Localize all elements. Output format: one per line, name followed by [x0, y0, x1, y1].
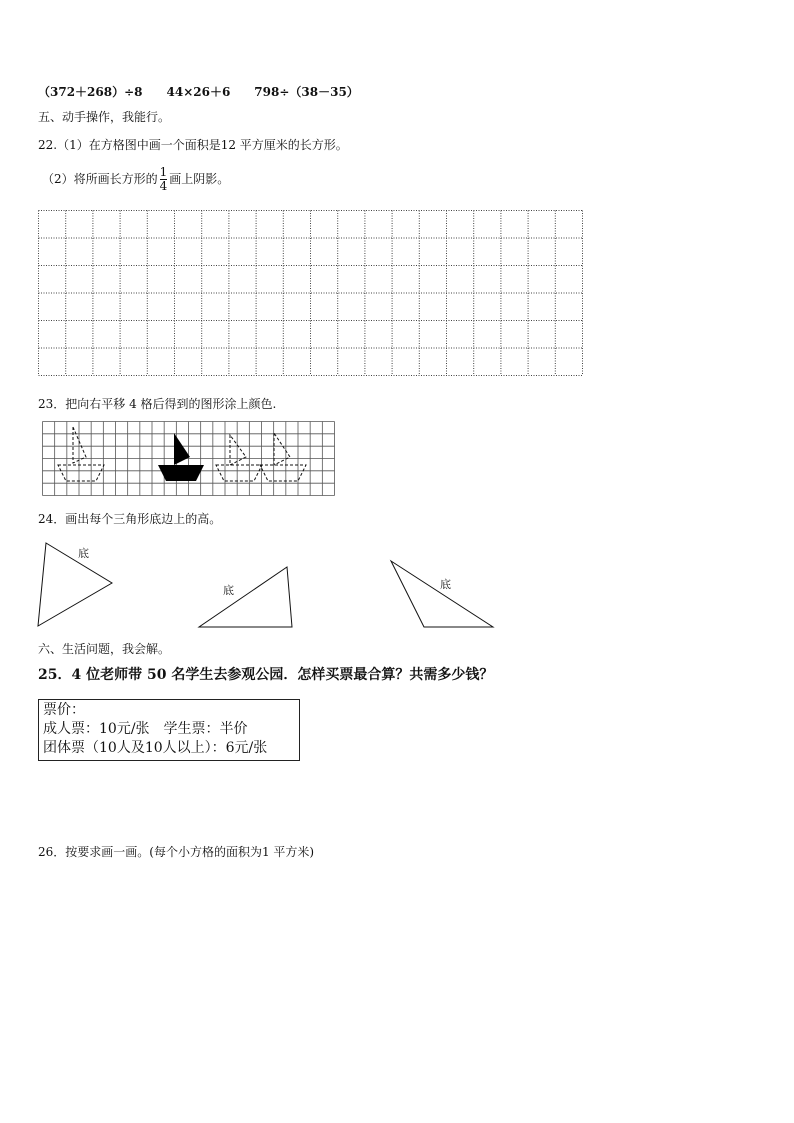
price-box-title: 票价： — [43, 702, 85, 718]
fraction-one-quarter — [160, 166, 168, 193]
question-26: 26．按要求画一画。(每个小方格的面积为1 平方米) — [38, 845, 315, 859]
triangle-3 — [391, 561, 493, 627]
question-23: 23．把向右平移 4 格后得到的图形涂上颜色. — [38, 397, 277, 411]
question-22-part2 — [42, 164, 229, 194]
triangle-2-base-label: 底 — [223, 584, 234, 597]
dashed-boat-right-sail — [274, 433, 290, 465]
black-boat — [158, 433, 204, 481]
dashed-boat-middle — [216, 435, 262, 481]
translation-grid-23 — [42, 421, 337, 497]
black-boat-hull — [158, 465, 204, 481]
question-22-part2-suffix: 画上阴影。 — [169, 172, 230, 186]
square-grid-22 — [38, 210, 583, 376]
dashed-boat-left — [58, 427, 104, 481]
dashed-boat-left-hull — [58, 465, 104, 481]
dashed-boat-right — [260, 433, 306, 481]
grid-23-lines — [43, 422, 335, 496]
price-box-group: 团体票（10人及10人以上）：6元/张 — [43, 740, 268, 756]
dashed-boat-middle-sail — [230, 435, 246, 465]
question-25: 25．4 位老师带 50 名学生去参观公园．怎样买票最合算？共需多少钱？ — [38, 667, 494, 683]
fraction-numerator: 1 — [159, 165, 168, 179]
dashed-boat-left-sail — [73, 427, 86, 463]
dashed-boat-middle-hull — [216, 465, 262, 481]
fraction-denominator: 4 — [159, 179, 168, 193]
triangles-24 — [0, 535, 794, 655]
calc-expressions: （372＋268）÷8 44×26＋6 798÷（38－35） — [38, 85, 359, 99]
triangle-3-base-label: 底 — [440, 578, 451, 591]
question-22-part2-prefix: （2）将所画长方形的 — [42, 172, 158, 186]
question-22-part1: 22.（1）在方格图中画一个面积是12 平方厘米的长方形。 — [38, 138, 348, 152]
ticket-price-box — [38, 699, 300, 761]
triangle-2 — [199, 567, 292, 627]
black-boat-sail — [174, 433, 190, 465]
triangle-1 — [38, 543, 112, 626]
section-six-title: 六、生活问题，我会解。 — [38, 642, 171, 656]
price-box-adult-student: 成人票：10元/张 学生票：半价 — [43, 721, 248, 737]
question-24: 24．画出每个三角形底边上的高。 — [38, 512, 222, 526]
dashed-boat-right-hull — [260, 465, 306, 481]
triangle-1-base-label: 底 — [78, 547, 89, 560]
section-five-title: 五、动手操作，我能行。 — [38, 110, 171, 124]
